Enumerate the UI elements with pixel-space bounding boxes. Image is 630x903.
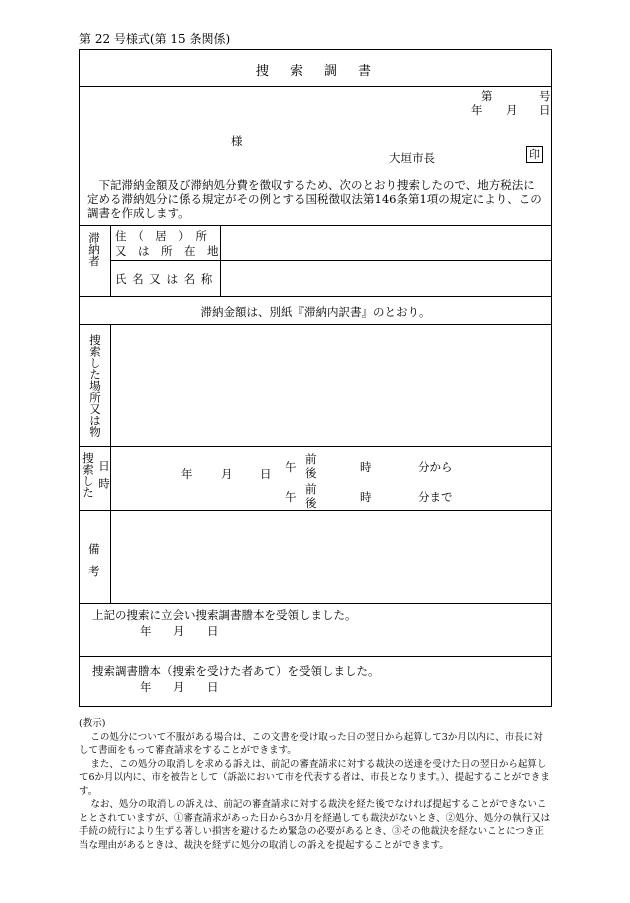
form-number: 第 22 号様式(第 15 条関係) <box>79 32 231 46</box>
notice-heading: (教示) <box>79 718 106 729</box>
address-label-1: 住 （ 居 ） 所 <box>115 229 207 243</box>
dt-ji-1: 時 <box>360 460 372 474</box>
rule <box>79 324 552 325</box>
dt-from: 分から <box>418 460 453 474</box>
rule <box>220 225 221 296</box>
receipt-1-text: 上記の捜索に立会い捜索調書謄本を受領しました。 <box>92 608 357 622</box>
date-month: 月 <box>506 103 518 117</box>
place-label: 捜索した場所又は物 <box>88 334 102 438</box>
datetime-label-left: 捜索した <box>81 452 95 498</box>
datetime-label-right: 日時 <box>97 460 111 495</box>
amount-text: 滞納金額は、別紙『滞納内訳書』のとおり。 <box>200 305 431 319</box>
dt-zen-2: 前 <box>305 482 317 496</box>
rule <box>79 225 552 226</box>
name-label: 氏 名 又 は 名 称 <box>115 272 214 286</box>
rule <box>79 86 552 87</box>
receipt-2-month: 月 <box>173 680 185 694</box>
date-day: 日 <box>539 103 551 117</box>
remarks-kou: 考 <box>88 564 100 578</box>
receipt-2-text: 捜索調書謄本（捜索を受けた者あて）を受領しました。 <box>92 664 380 678</box>
doc-no-dai: 第 <box>481 89 493 103</box>
receipt-1-day: 日 <box>207 624 219 638</box>
dt-go-2b: 後 <box>305 496 317 510</box>
address-label-2: 又 は 所 在 地 <box>115 244 219 258</box>
date-year: 年 <box>471 103 483 117</box>
notice-paragraph-3: なお、処分の取消しの訴えは、前記の審査請求に対する裁決を経た後でなければ提起することができないこととされていますが、①審査請求があった日から3か月を経過しても裁決がないとき、②処分、処分の執行又は手続の続行により生ずる著しい損害を避けるため緊急の必要があるとき、③その他裁決を経ないことにつき正当な理由があるときは、裁決を経ずに処分の取消しの訴えを提起することができます。 <box>79 799 551 851</box>
dt-day: 日 <box>260 467 272 481</box>
rule <box>110 260 552 261</box>
intro-text: 下記滞納金額及び滞納処分費を徴収するため、次のとおり捜索したので、地方税法に定める滞納処分に係る規定がその例とする国税徴収法第146条第1項の規定により、この調書を作成します。 <box>87 178 542 220</box>
taxpayer-label: 滞納者 <box>87 232 101 267</box>
receipt-1-month: 月 <box>173 624 185 638</box>
addressee-sama: 様 <box>231 134 243 148</box>
dt-go-1b: 後 <box>305 466 317 480</box>
receipt-2-year: 年 <box>140 680 152 694</box>
dt-go-1: 午 <box>285 460 297 474</box>
dt-ji-2: 時 <box>360 490 372 504</box>
rule <box>110 225 111 296</box>
seal-box: 印 <box>526 146 543 163</box>
document-title: 捜 索 調 書 <box>255 64 375 79</box>
dt-go-2: 午 <box>285 490 297 504</box>
dt-month: 月 <box>221 467 233 481</box>
rule <box>79 296 552 297</box>
remarks-bi: 備 <box>88 542 100 556</box>
rule <box>79 446 552 447</box>
receipt-1-year: 年 <box>140 624 152 638</box>
notice-paragraph-2: また、この処分の取消しを求める訴えは、前記の審査請求に対する裁決の送達を受けた日の翌日から起算して6か月以内に、市を被告として（訴訟において市を代表する者は、市長となります。）、提起することができます。 <box>79 758 550 797</box>
doc-no-go: 号 <box>539 89 551 103</box>
dt-zen-1: 前 <box>305 452 317 466</box>
issuer-name: 大垣市長 <box>389 151 435 165</box>
notice <box>79 717 552 852</box>
receipt-2-day: 日 <box>207 680 219 694</box>
dt-year: 年 <box>181 467 193 481</box>
notice-paragraph-1: この処分について不服がある場合は、この文書を受け取った日の翌日から起算して3か月以内に、市長に対して書面をもって審査請求をすることができます。 <box>79 731 543 756</box>
rule <box>79 656 552 657</box>
rule <box>79 603 552 604</box>
dt-to: 分まで <box>418 490 453 504</box>
